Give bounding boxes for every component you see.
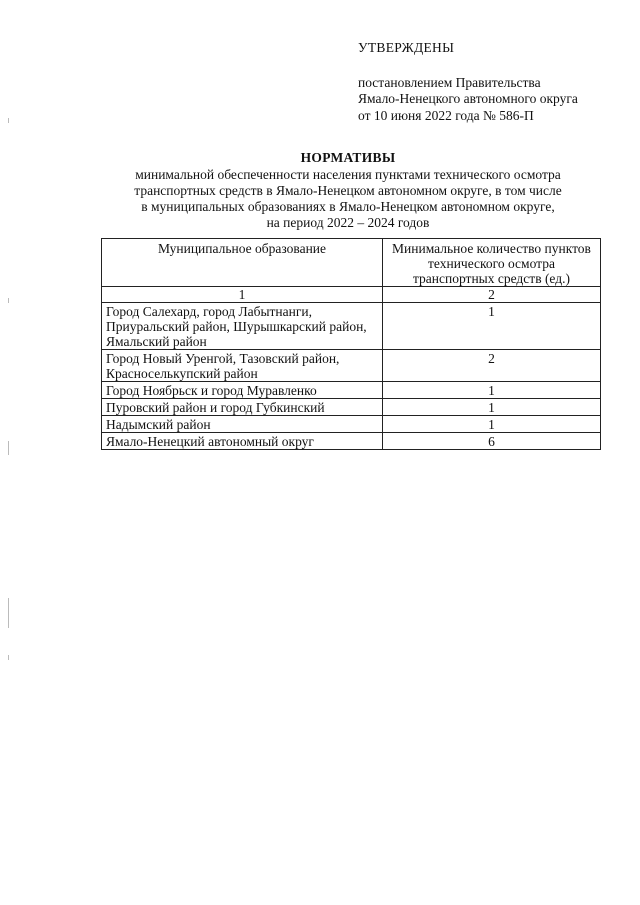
scan-artifact (8, 118, 9, 123)
municipality-cell: Город Ноябрьск и город Муравленко (102, 382, 383, 399)
table-row (102, 416, 601, 433)
scan-artifact (8, 441, 9, 455)
heading-line: минимальной обеспеченности населения пунктами технического осмотра (135, 167, 561, 182)
scan-artifact (8, 655, 9, 660)
approval-line: постановлением Правительства (358, 74, 541, 90)
column-index: 1 (102, 287, 383, 303)
heading-line: транспортных средств в Ямало-Ненецком автономном округе, в том числе (134, 183, 562, 198)
value-cell: 1 (383, 303, 601, 350)
value-cell: 1 (383, 399, 601, 416)
column-index: 2 (383, 287, 601, 303)
column-header-municipality: Муниципальное образование (102, 239, 383, 287)
table-row (102, 382, 601, 399)
table-row (102, 399, 601, 416)
municipality-cell: Город Салехард, город Лабытнанги, Приуральский район, Шурышкарский район, Ямальский район (102, 303, 383, 350)
table-row (102, 303, 601, 350)
scan-artifact (8, 298, 9, 303)
value-cell: 1 (383, 416, 601, 433)
column-index-row (102, 287, 601, 303)
document-title: НОРМАТИВЫ (300, 150, 396, 165)
heading-line: в муниципальных образованиях в Ямало-Ненецком автономном округе, (141, 199, 555, 214)
approval-stamp-title: УТВЕРЖДЕНЫ (358, 40, 455, 55)
column-header-min-count: Минимальное количество пунктов технического осмотра транспортных средств (ед.) (383, 239, 601, 287)
value-cell: 1 (383, 382, 601, 399)
municipality-cell: Город Новый Уренгой, Тазовский район, Красноселькупский район (102, 350, 383, 382)
value-cell: 6 (383, 433, 601, 450)
scan-artifact (8, 598, 9, 628)
table-row (102, 350, 601, 382)
municipality-cell: Пуровский район и город Губкинский (102, 399, 383, 416)
table-header-row (102, 239, 601, 287)
value-cell: 2 (383, 350, 601, 382)
table-row-total (102, 433, 601, 450)
approval-block (358, 40, 578, 124)
approval-line: от 10 июня 2022 года № 586-П (358, 107, 534, 123)
norms-table (101, 238, 601, 450)
heading-line: на период 2022 – 2024 годов (266, 215, 430, 230)
approval-line: Ямало-Ненецкого автономного округа (358, 91, 578, 106)
document-heading (98, 150, 598, 231)
municipality-cell: Надымский район (102, 416, 383, 433)
municipality-cell: Ямало-Ненецкий автономный округ (102, 433, 383, 450)
